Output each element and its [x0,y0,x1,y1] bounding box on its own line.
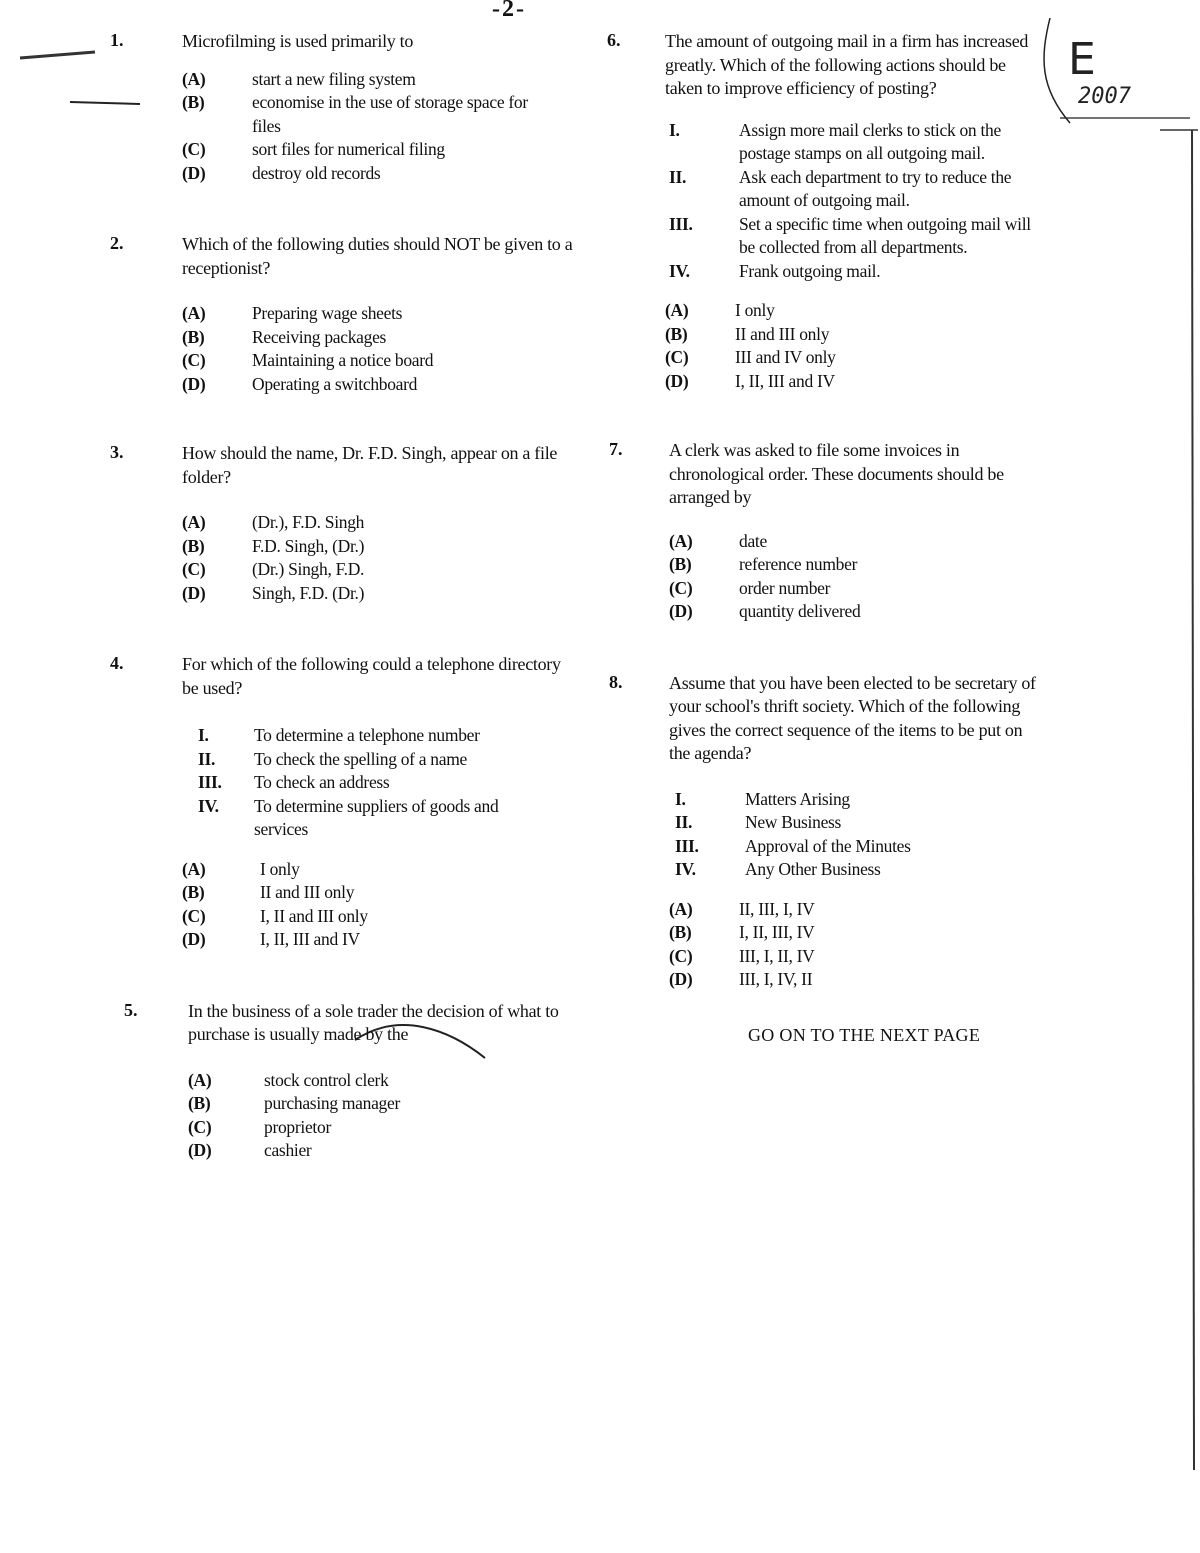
question-stem: In the business of a sole trader the decision of what to purchase is usually made by the [188,1000,559,1044]
option-b: (B) reference number [669,554,858,574]
option-c: (C) (Dr.) Singh, F.D. [182,559,365,579]
question-stem: A clerk was asked to file some invoices in chronological order. These documents should be arranged by [669,440,1004,507]
option-c: (C) sort files for numerical filing [182,139,445,159]
question-5 [110,1000,580,1163]
option-b: (B) I, II, III, IV [669,922,815,942]
roman-item-3: III. Set a specific time when outgoing mail will be collected from all departments. [669,213,1031,257]
page-number: -2- [492,0,526,22]
question-2 [110,233,580,396]
option-d: (D) Operating a switchboard [182,373,418,394]
roman-item-1: I. To determine a telephone number [198,725,480,745]
question-6 [595,30,1040,393]
question-number: 3. [110,442,124,462]
option-b: (B) II and III only [665,323,830,344]
question-number: 2. [110,233,124,253]
option-a: (A) II, III, I, IV [669,898,815,919]
roman-item-1: I. Matters Arising [675,788,850,809]
question-number: 8. [609,671,623,692]
question-stem: For which of the following could a telephone directory be used? [182,654,561,698]
roman-item-2: II. New Business [675,812,842,832]
footer-next-page: GO ON TO THE NEXT PAGE [748,1025,981,1045]
option-b: (B) Receiving packages [182,326,387,347]
option-a: (A) Preparing wage sheets [182,303,403,323]
option-d: (D) I, II, III and IV [182,929,360,949]
roman-item-1: I. Assign more mail clerks to stick on the postage stamps on all outgoing mail. [669,119,1001,163]
left-column [110,30,580,1197]
option-c: (C) I, II and III only [182,905,368,926]
option-a: (A) I only [665,300,775,320]
stamp-letter: E [1068,34,1096,85]
question-number: 4. [110,653,124,673]
roman-item-3: III. To check an address [198,772,390,792]
question-8 [595,672,1040,992]
option-b: (B) II and III only [182,882,355,902]
option-c: (C) proprietor [188,1116,331,1137]
option-b: (B) purchasing manager [188,1093,401,1113]
question-stem: Which of the following duties should NOT be given to a receptionist? [182,234,573,278]
option-c: (C) III and IV only [665,347,836,367]
question-number: 6. [607,30,621,50]
stamp-year: 2007 [1078,84,1131,109]
question-number: 1. [110,30,124,50]
option-c: (C) order number [669,577,831,598]
option-d: (D) I, II, III and IV [665,370,835,391]
question-stem: The amount of outgoing mail in a firm has increased greatly. Which of the following actions should be taken to improve efficiency of posting? [665,31,1029,98]
right-column [595,30,1040,1026]
option-d: (D) quantity delivered [669,601,861,621]
option-a: (A) (Dr.), F.D. Singh [182,512,365,532]
question-number: 5. [124,999,138,1020]
option-b: (B) F.D. Singh, (Dr.) [182,535,365,556]
question-stem: Assume that you have been elected to be secretary of your school's thrift society. Which of the following gives the correct sequence of the items to be put on the agenda? [669,672,1036,763]
option-c: (C) III, I, II, IV [669,945,815,966]
option-b: (B) economise in the use of storage space for files [182,92,528,136]
option-a: (A) date [669,530,767,551]
option-d: (D) cashier [188,1140,312,1160]
option-d: (D) destroy old records [182,162,381,183]
roman-item-2: II. To check the spelling of a name [198,748,468,769]
roman-item-2: II. Ask each department to try to reduce the amount of outgoing mail. [669,166,1012,210]
option-a: (A) start a new filing system [182,68,416,89]
option-c: (C) Maintaining a notice board [182,350,434,370]
question-stem: How should the name, Dr. F.D. Singh, appear on a file folder? [182,443,558,487]
option-a: (A) I only [182,858,300,879]
handwritten-stamp-outline-icon [1040,18,1190,128]
roman-item-4: IV. Any Other Business [675,859,881,879]
question-3 [110,442,580,605]
roman-item-3: III. Approval of the Minutes [675,835,911,856]
question-4 [110,653,580,952]
roman-item-4: IV. Frank outgoing mail. [669,260,881,281]
option-a: (A) stock control clerk [188,1069,389,1090]
roman-item-4: IV. To determine suppliers of goods and services [198,795,499,839]
question-7 [595,439,1040,624]
question-number: 7. [609,439,623,459]
question-1 [110,30,580,185]
question-stem: Microfilming is used primarily to [182,31,414,51]
option-d: (D) Singh, F.D. (Dr.) [182,582,365,603]
option-d: (D) III, I, IV, II [669,969,813,989]
